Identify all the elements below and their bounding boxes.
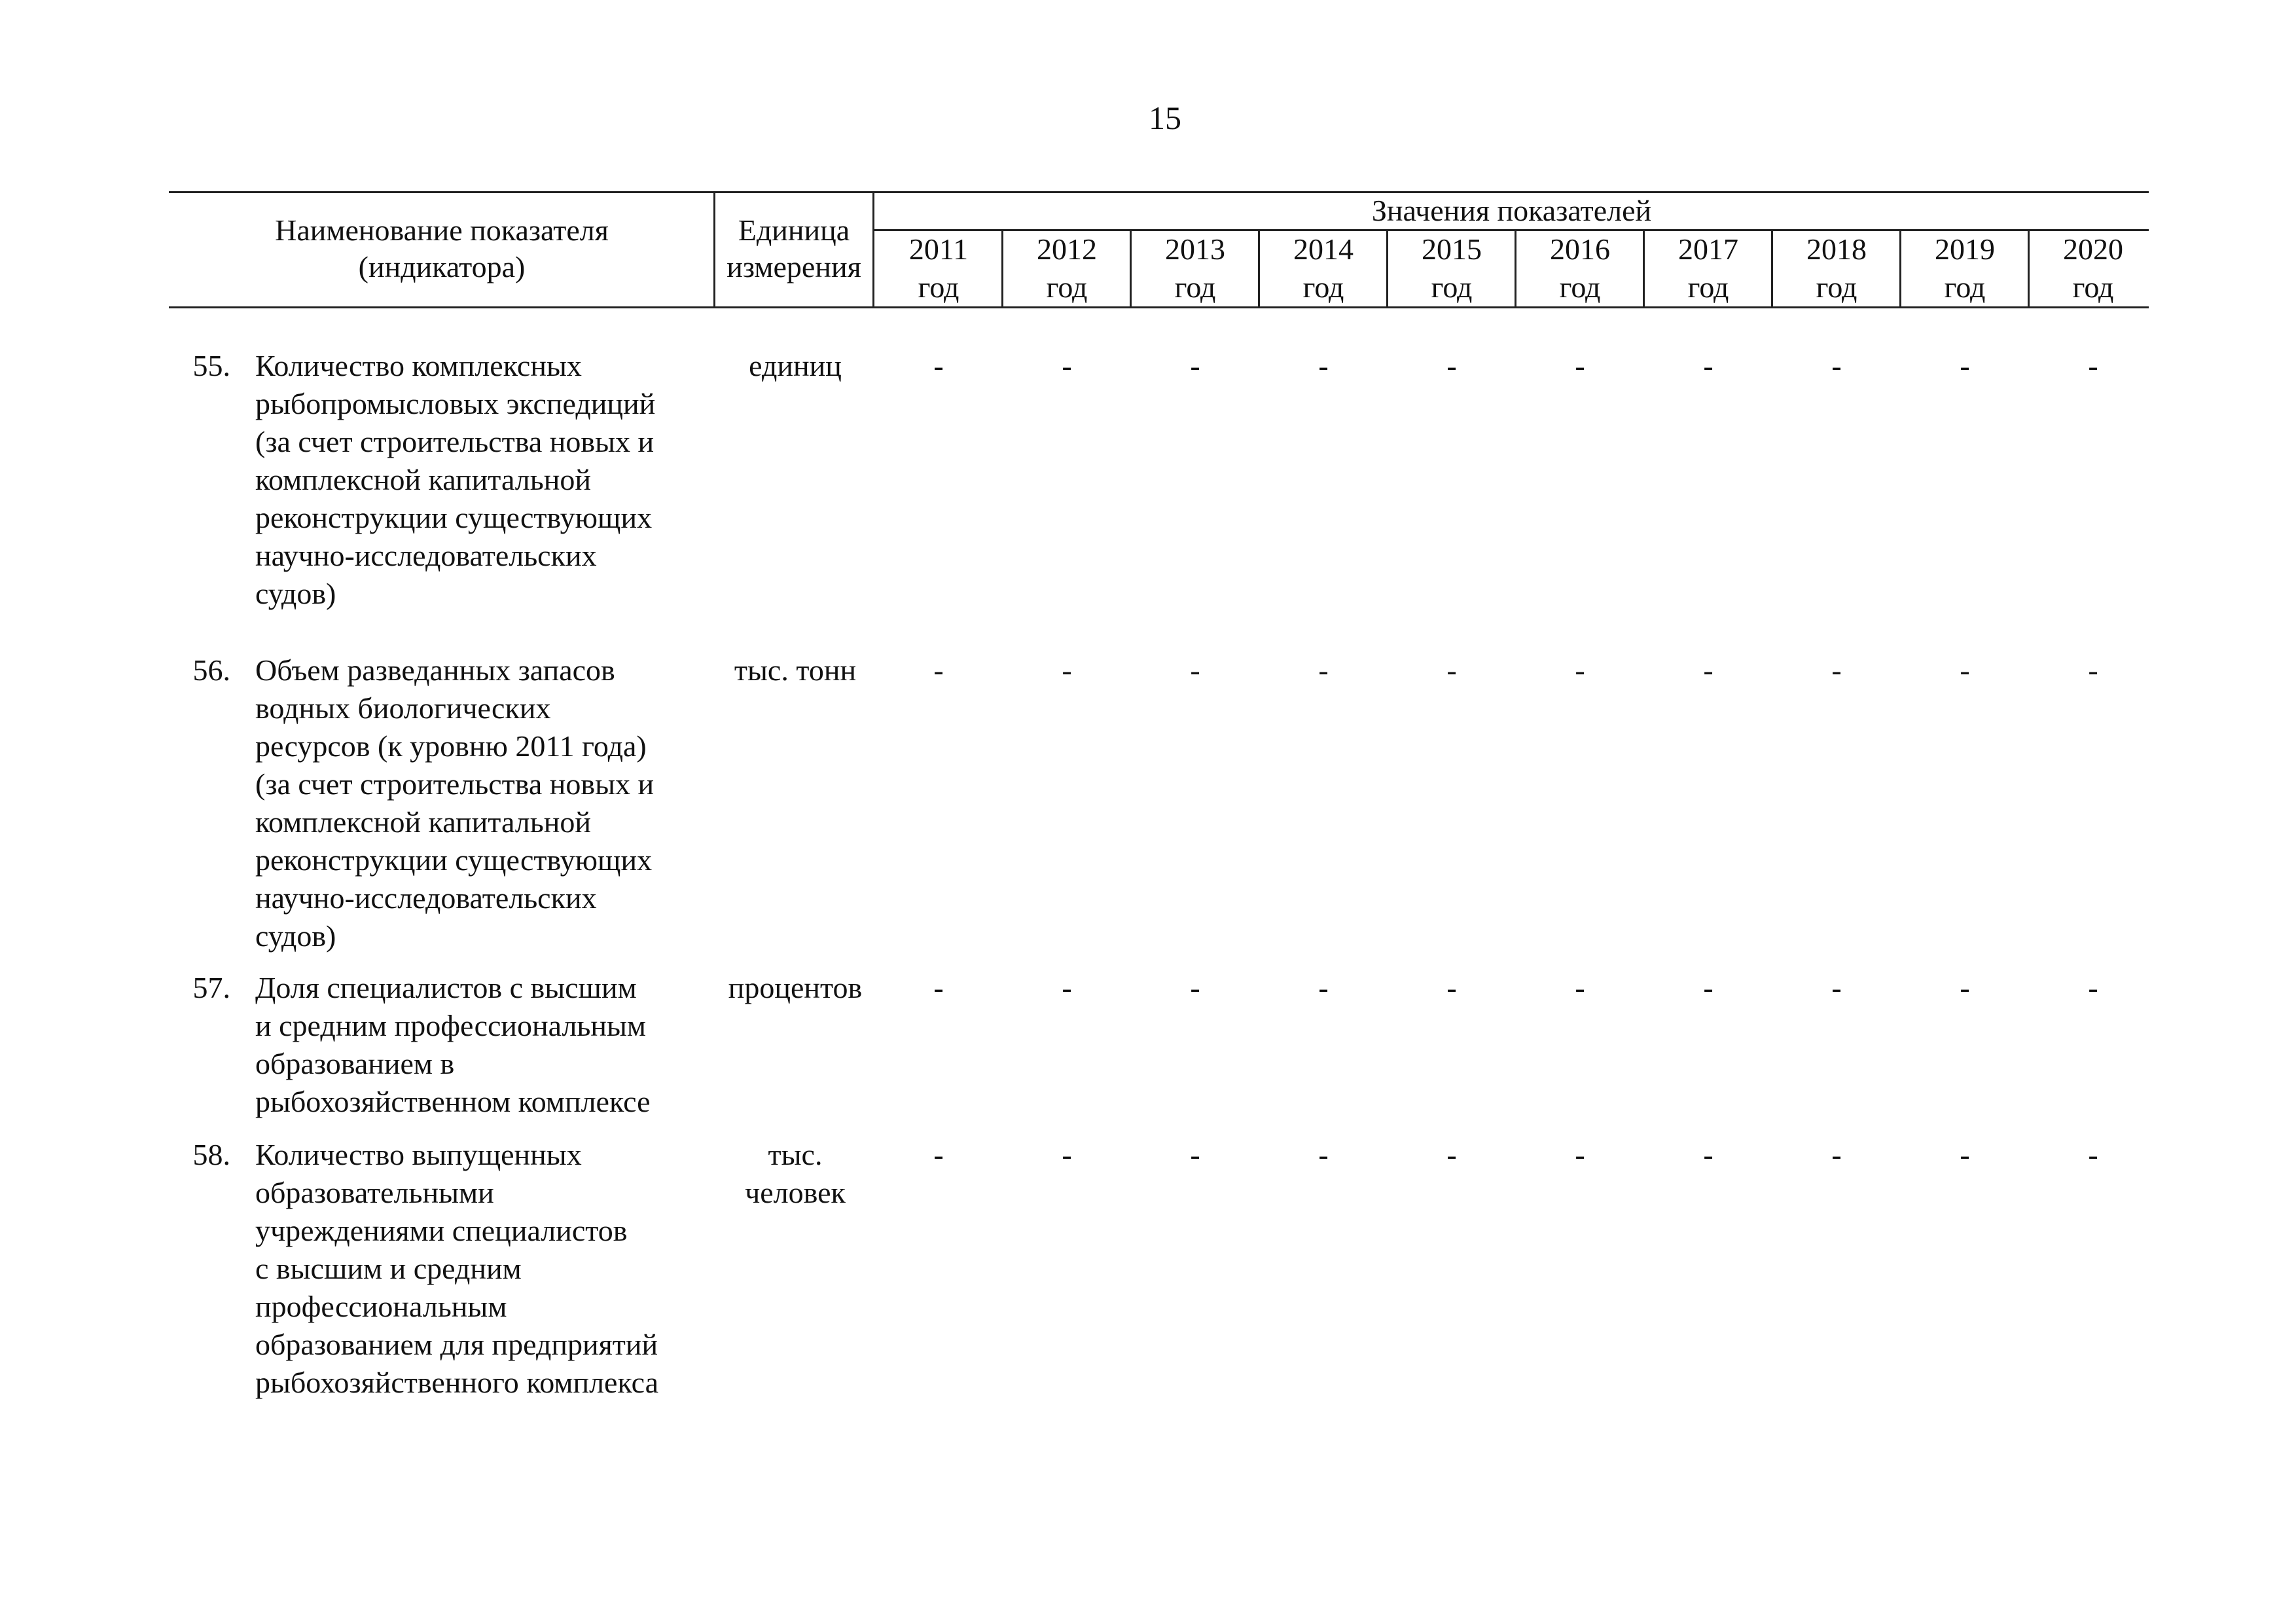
value-cell: -: [2088, 1138, 2098, 1171]
year-label: 2020: [2063, 232, 2123, 266]
value-cell: -: [1703, 1138, 1713, 1171]
year-suffix: год: [2072, 270, 2114, 304]
row-number: 57.: [192, 971, 230, 1004]
year-header-cell: [1772, 230, 1901, 306]
value-cell: -: [1575, 653, 1585, 687]
row-number: 56.: [192, 653, 230, 687]
value-cell: -: [2088, 971, 2098, 1004]
value-cell: -: [1960, 1138, 1970, 1171]
year-label: 2013: [1165, 232, 1225, 266]
value-cell: -: [1703, 653, 1713, 687]
value-cell: -: [1446, 653, 1457, 687]
value-cell: -: [1703, 349, 1713, 382]
value-cell: -: [933, 971, 944, 1004]
value-cell: -: [1831, 349, 1842, 382]
indicator-name: Количество выпущенных образовательными учреждениями специалистов с высшим и средним профессиональным образованием для предприятий рыбохозяйственного комплекса: [255, 1138, 659, 1399]
value-cell: -: [1062, 349, 1072, 382]
year-suffix: год: [1687, 270, 1729, 304]
header-values-group: Значения показателей: [1371, 194, 1652, 227]
year-header-cell: [1131, 230, 1259, 306]
value-cell: -: [2088, 349, 2098, 382]
value-cell: -: [1190, 971, 1200, 1004]
value-cell: -: [1318, 653, 1329, 687]
value-cell: -: [2088, 653, 2098, 687]
value-cell: -: [1703, 971, 1713, 1004]
value-cell: -: [933, 349, 944, 382]
indicator-name: Количество комплексных рыбопромысловых экспедиций (за счет строительства новых и комплексной капитальной реконструкции существующих научно-исследовательских судов): [255, 349, 656, 610]
unit-of-measure: единиц: [749, 349, 842, 382]
header-unit-col: [715, 212, 872, 285]
year-label: 2019: [1935, 232, 1995, 266]
unit-of-measure: тыс. тонн: [734, 653, 857, 687]
year-label: 2018: [1806, 232, 1867, 266]
value-cell: -: [1831, 971, 1842, 1004]
year-header-cell: [2029, 230, 2157, 306]
value-cell: -: [1062, 653, 1072, 687]
year-suffix: год: [1431, 270, 1473, 304]
year-suffix: год: [1559, 270, 1601, 304]
header-unit-line1: Единица: [738, 213, 850, 247]
value-cell: -: [1190, 349, 1200, 382]
value-cell: -: [1318, 1138, 1329, 1171]
value-cell: -: [1190, 653, 1200, 687]
value-cell: -: [1960, 971, 1970, 1004]
year-header-cell: [1259, 230, 1388, 306]
year-label: 2014: [1293, 232, 1354, 266]
year-suffix: год: [1174, 270, 1216, 304]
value-cell: -: [1318, 971, 1329, 1004]
unit-of-measure: тыс. человек: [745, 1138, 846, 1209]
value-cell: -: [1831, 1138, 1842, 1171]
year-header-cell: [1003, 230, 1131, 306]
row-number: 58.: [192, 1138, 230, 1171]
year-header-cell: [874, 230, 1003, 306]
year-suffix: год: [1302, 270, 1344, 304]
year-header-cell: [1644, 230, 1772, 306]
value-cell: -: [1960, 349, 1970, 382]
value-cell: -: [1062, 971, 1072, 1004]
year-label: 2017: [1678, 232, 1738, 266]
value-cell: -: [1575, 971, 1585, 1004]
value-cell: -: [933, 653, 944, 687]
value-cell: -: [1831, 653, 1842, 687]
header-name-line1: Наименование показателя: [275, 213, 609, 247]
indicator-name: Объем разведанных запасов водных биологических ресурсов (к уровню 2011 года) (за счет строительства новых и комплексной капитальной реконструкции существующих научно-исследовательских судов): [255, 653, 655, 953]
value-cell: -: [1575, 349, 1585, 382]
row-number: 55.: [192, 349, 230, 382]
header-name-line2: (индикатора): [358, 250, 526, 283]
year-suffix: год: [918, 270, 960, 304]
year-header-cell: [1516, 230, 1644, 306]
year-suffix: год: [1816, 270, 1857, 304]
value-cell: -: [1446, 349, 1457, 382]
unit-of-measure: процентов: [728, 971, 863, 1004]
value-cell: -: [1318, 349, 1329, 382]
year-suffix: год: [1944, 270, 1986, 304]
year-header-cell: [1388, 230, 1516, 306]
value-cell: -: [1575, 1138, 1585, 1171]
value-cell: -: [1190, 1138, 1200, 1171]
year-label: 2011: [908, 232, 969, 266]
header-bottom-rule: [169, 306, 2149, 308]
year-label: 2015: [1422, 232, 1482, 266]
year-label: 2012: [1037, 232, 1097, 266]
header-name-col: [170, 212, 713, 285]
year-label: 2016: [1550, 232, 1610, 266]
year-suffix: год: [1046, 270, 1088, 304]
page-number: 15: [1149, 100, 1181, 136]
indicator-name: Доля специалистов с высшим и средним профессиональным образованием в рыбохозяйственном комплексе: [255, 971, 651, 1118]
value-cell: -: [1062, 1138, 1072, 1171]
value-cell: -: [1446, 971, 1457, 1004]
value-cell: -: [1446, 1138, 1457, 1171]
year-header-cell: [1901, 230, 2029, 306]
header-unit-line2: измерения: [726, 250, 861, 283]
value-cell: -: [1960, 653, 1970, 687]
value-cell: -: [933, 1138, 944, 1171]
